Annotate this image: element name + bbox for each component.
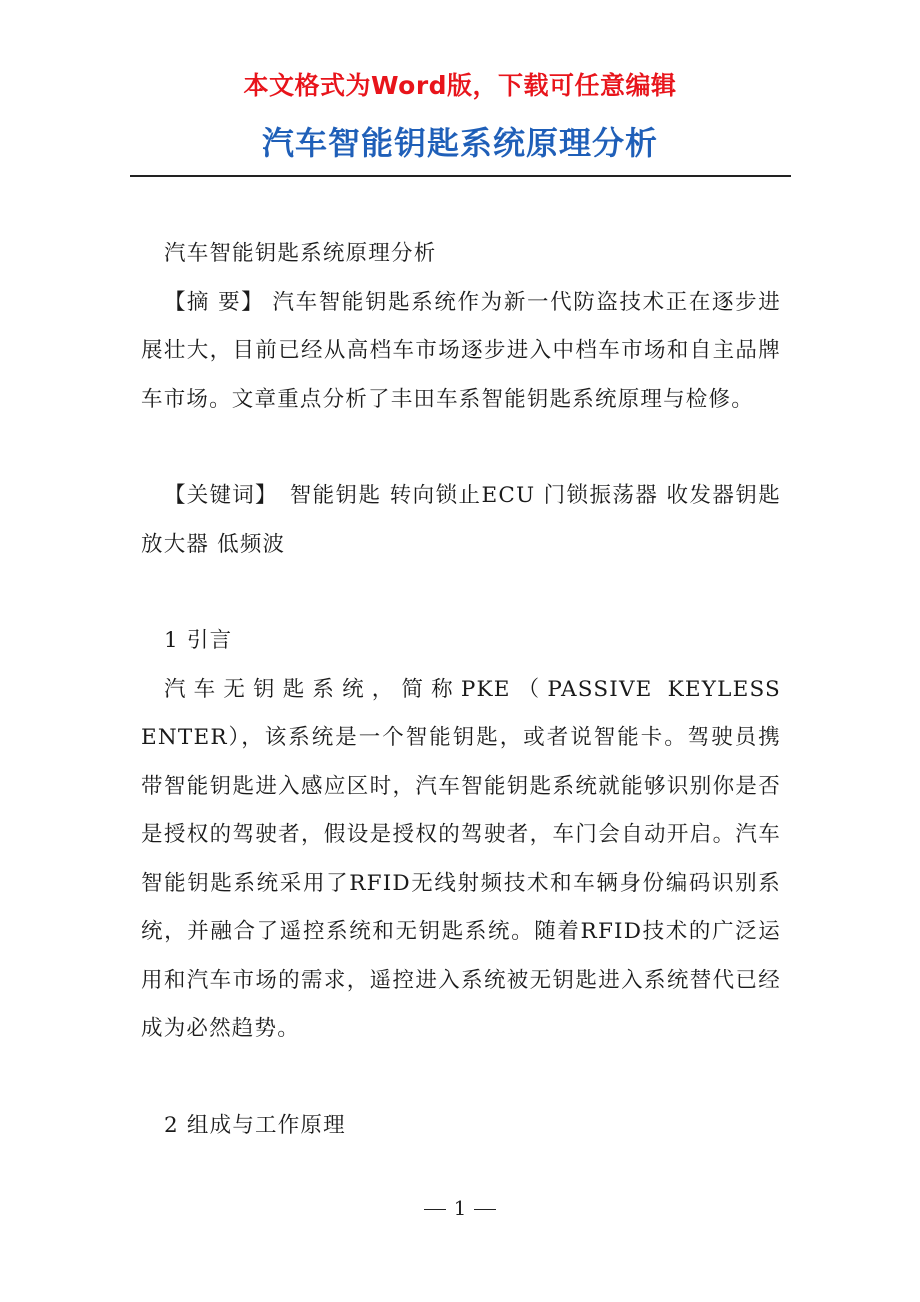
spacer (141, 1054, 781, 1102)
article-subtitle: 汽车智能钥匙系统原理分析 (164, 241, 437, 266)
format-banner: 本文格式为Word版，下载可任意编辑 (243, 71, 677, 100)
spacer (141, 424, 781, 472)
section-2-heading: 2 组成与工作原理 (164, 1112, 346, 1138)
spacer (141, 569, 781, 617)
abstract-text: 汽车智能钥匙系统作为新一代防盗技术正在逐步进展壮大，目前已经从高档车市场逐步进入中档车市场和自主品牌车市场。文章重点分析了丰田车系智能钥匙系统原理与检修。 (141, 289, 781, 412)
section-1-paragraph: 汽车无钥匙系统，简称PKE（PASSIVE KEYLESS ENTER），该系统是一个智能钥匙，或者说智能卡。驾驶员携带智能钥匙进入感应区时，汽车智能钥匙系统就能够识别你是否是授权的驾驶者，假设是授权的驾驶者，车门会自动开启。汽车智能钥匙系统采用了RFID无线射频技术和车辆身份编码识别系统，并融合了遥控系统和无钥匙系统。随着RFID技术的广泛运用和汽车市场的需求，遥控进入系统被无钥匙进入系统替代已经成为必然趋势。 (141, 676, 781, 1041)
abstract-paragraph (141, 279, 781, 425)
footer-dash-right (474, 1209, 496, 1210)
keywords-text: 智能钥匙 转向锁止ECU 门锁振荡器 收发器钥匙放大器 低频波 (141, 483, 781, 557)
page-footer (0, 1196, 920, 1220)
section-1-heading: 1 引言 (164, 628, 233, 653)
footer-dash-left (424, 1209, 446, 1210)
header-divider (130, 175, 791, 177)
abstract-label: 【摘 要】 (164, 289, 265, 315)
document-title: 汽车智能钥匙系统原理分析 (261, 124, 658, 162)
keywords-paragraph (141, 472, 781, 569)
keywords-label: 【关键词】 (164, 483, 278, 508)
document-body (141, 230, 781, 1150)
page-number: 1 (453, 1196, 467, 1220)
